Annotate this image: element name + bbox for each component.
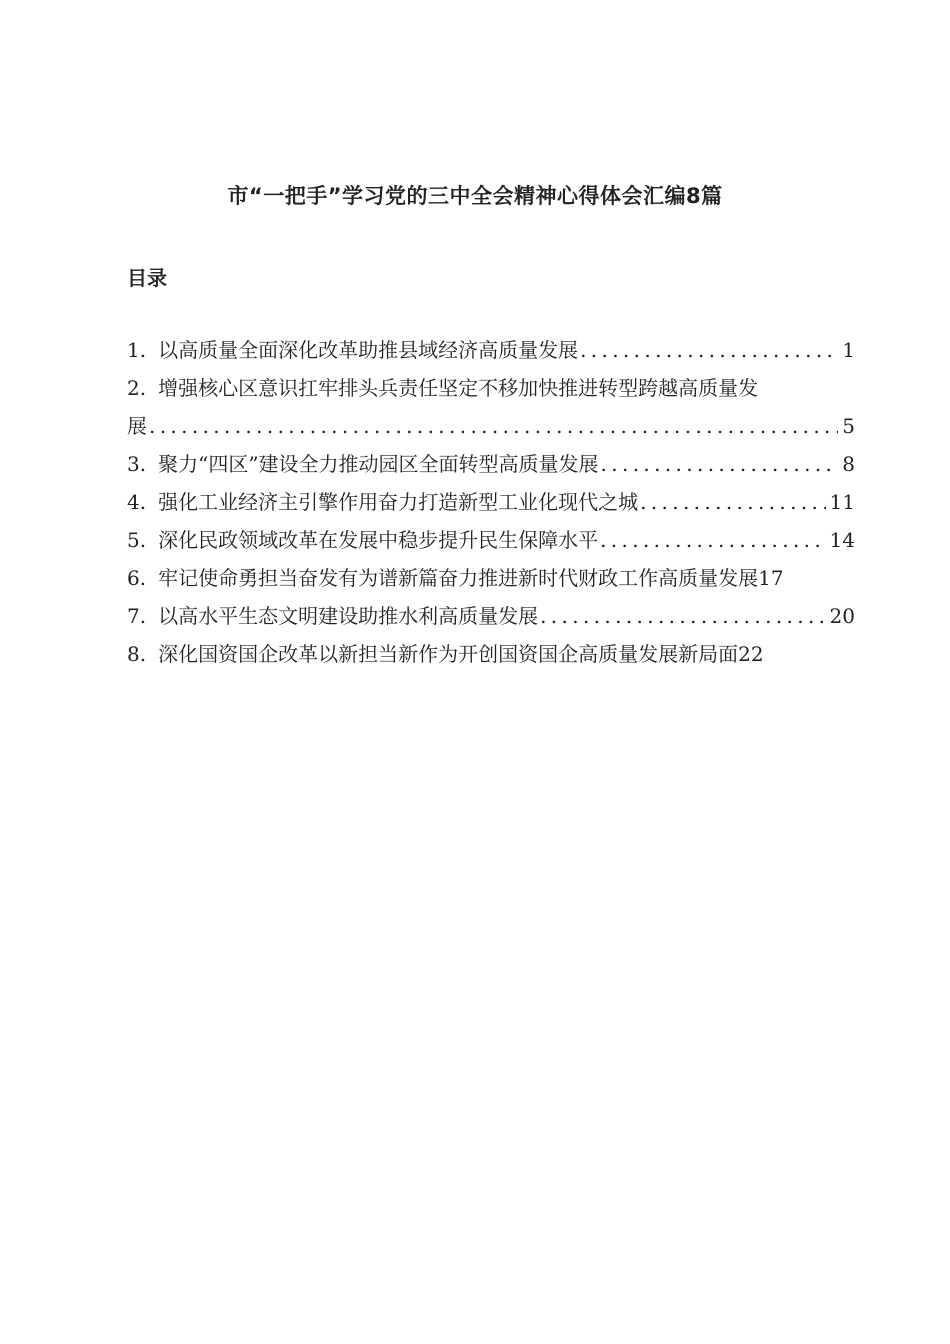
toc-entry-2[interactable] — [127, 373, 855, 411]
toc-heading: 目录 — [127, 266, 167, 290]
toc-entry-number: 2. — [127, 376, 147, 400]
toc-dot-leader — [640, 487, 825, 517]
toc-entry-page: 11 — [829, 490, 855, 514]
table-of-contents — [127, 335, 855, 677]
toc-entry-title: 牢记使命勇担当奋发有为谱新篇奋力推进新时代财政工作高质量发展 — [158, 566, 759, 590]
toc-entry-title: 以高水平生态文明建设助推水利高质量发展 — [158, 604, 539, 628]
toc-dot-leader — [601, 449, 839, 479]
toc-entry-number: 7. — [127, 604, 147, 628]
toc-entry-1[interactable] — [127, 335, 855, 373]
toc-entry-page: 8 — [842, 452, 855, 476]
toc-entry-7[interactable] — [127, 601, 855, 639]
toc-dot-leader — [540, 601, 825, 631]
toc-entry-5[interactable] — [127, 525, 855, 563]
toc-entry-3[interactable] — [127, 449, 855, 487]
toc-entry-title: 深化民政领域改革在发展中稳步提升民生保障水平 — [158, 528, 599, 552]
toc-entry-4[interactable] — [127, 487, 855, 525]
toc-entry-title: 强化工业经济主引擎作用奋力打造新型工业化现代之城 — [158, 490, 639, 514]
toc-dot-leader — [580, 335, 838, 365]
toc-entry-title: 以高质量全面深化改革助推县域经济高质量发展 — [158, 338, 579, 362]
toc-entry-page: 5 — [842, 414, 855, 438]
toc-entry-page: 1 — [842, 338, 855, 362]
toc-entry-number: 4. — [127, 490, 147, 514]
toc-entry-title-continued: 展 — [127, 414, 147, 438]
toc-entry-2-continued[interactable] — [127, 411, 855, 449]
toc-entry-title: 增强核心区意识扛牢排头兵责任坚定不移加快推进转型跨越高质量发 — [158, 376, 759, 400]
toc-dot-leader — [149, 411, 838, 441]
toc-entry-8[interactable] — [127, 639, 855, 677]
toc-entry-number: 5. — [127, 528, 147, 552]
toc-entry-page: 14 — [829, 528, 855, 552]
toc-entry-number: 3. — [127, 452, 147, 476]
toc-dot-leader — [600, 525, 825, 555]
toc-entry-page: 22 — [738, 642, 764, 666]
toc-entry-title: 深化国资国企改革以新担当新作为开创国资国企高质量发展新局面 — [158, 642, 739, 666]
toc-entry-number: 1. — [127, 338, 147, 362]
toc-entry-page: 20 — [829, 604, 855, 628]
toc-entry-number: 8. — [127, 642, 147, 666]
toc-entry-page: 17 — [758, 566, 784, 590]
toc-entry-number: 6. — [127, 566, 147, 590]
toc-entry-title: 聚力“四区”建设全力推动园区全面转型高质量发展 — [158, 452, 599, 476]
document-title: 市“一把手”学习党的三中全会精神心得体会汇编8篇 — [227, 184, 723, 208]
toc-entry-6[interactable] — [127, 563, 855, 601]
